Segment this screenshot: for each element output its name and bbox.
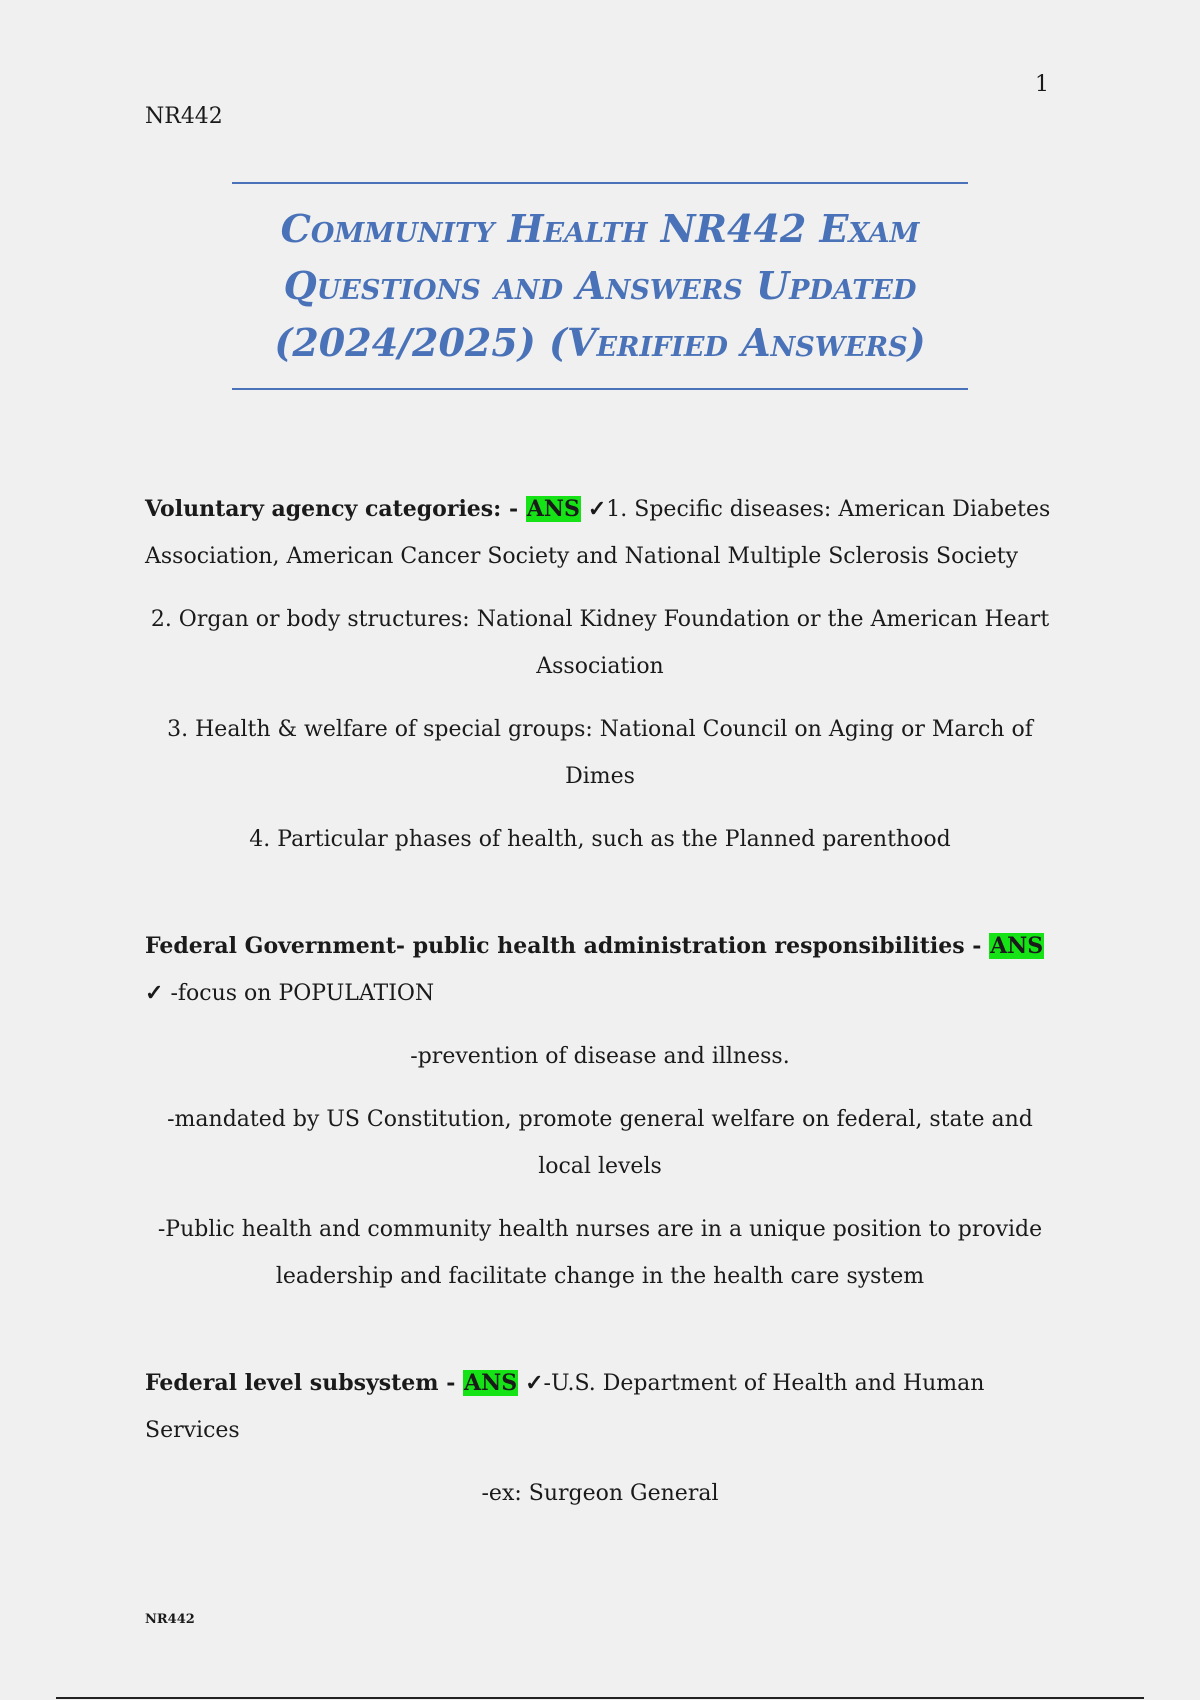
document-title [232,200,968,371]
qa-content [145,486,1055,1517]
title-bottom-rule [232,388,968,390]
qa-item-voluntary-agency [145,486,1055,863]
question-text: Federal level subsystem - [145,1370,464,1396]
footer-label: NR442 [145,1612,195,1627]
header-label: NR442 [145,104,223,129]
ans-tag: ANS [464,1370,518,1396]
qa-item-federal-government [145,923,1055,1300]
question-text: Voluntary agency categories: - [145,496,526,522]
title-line-2: Questions and Answers Updated [283,263,917,308]
answer-line: 4. Particular phases of health, such as the Planned parenthood [249,827,951,852]
answer-text: 1. Specific diseases: American Diabetes Association, American Cancer Society and National Multiple Sclerosis Society [145,497,1051,569]
footer-rule [56,1697,1144,1699]
answer-line: -mandated by US Constitution, promote general welfare on federal, state and local levels [167,1107,1033,1179]
ans-tag: ANS [526,496,580,522]
title-line-3: (2024/2025) (Verified Answers) [274,320,926,365]
check-icon: ✓ [145,980,164,1006]
title-line-1: Community Health NR442 Exam [280,206,920,251]
answer-line: -ex: Surgeon General [481,1481,719,1506]
question-line [145,923,1055,1017]
question-text: Federal Government- public health administration responsibilities - [145,933,990,959]
qa-item-federal-subsystem [145,1360,1055,1517]
question-line [145,1360,1055,1454]
question-line [145,486,1055,580]
check-icon: ✓ [587,496,607,522]
answer-text: -U.S. Department of Health and Human Services [145,1371,985,1443]
ans-tag: ANS [990,933,1044,959]
answer-line: -prevention of disease and illness. [410,1044,790,1069]
answer-line: 3. Health & welfare of special groups: National Council on Aging or March of Dimes [167,717,1033,789]
answer-line: -Public health and community health nurses are in a unique position to provide leadership and facilitate change in the health care system [157,1217,1043,1289]
title-top-rule [232,182,968,184]
answer-line: 2. Organ or body structures: National Kidney Foundation or the American Heart Association [150,607,1050,679]
page-number: 1 [1035,72,1049,97]
answer-text: -focus on POPULATION [170,981,435,1006]
check-icon: ✓ [525,1370,544,1396]
